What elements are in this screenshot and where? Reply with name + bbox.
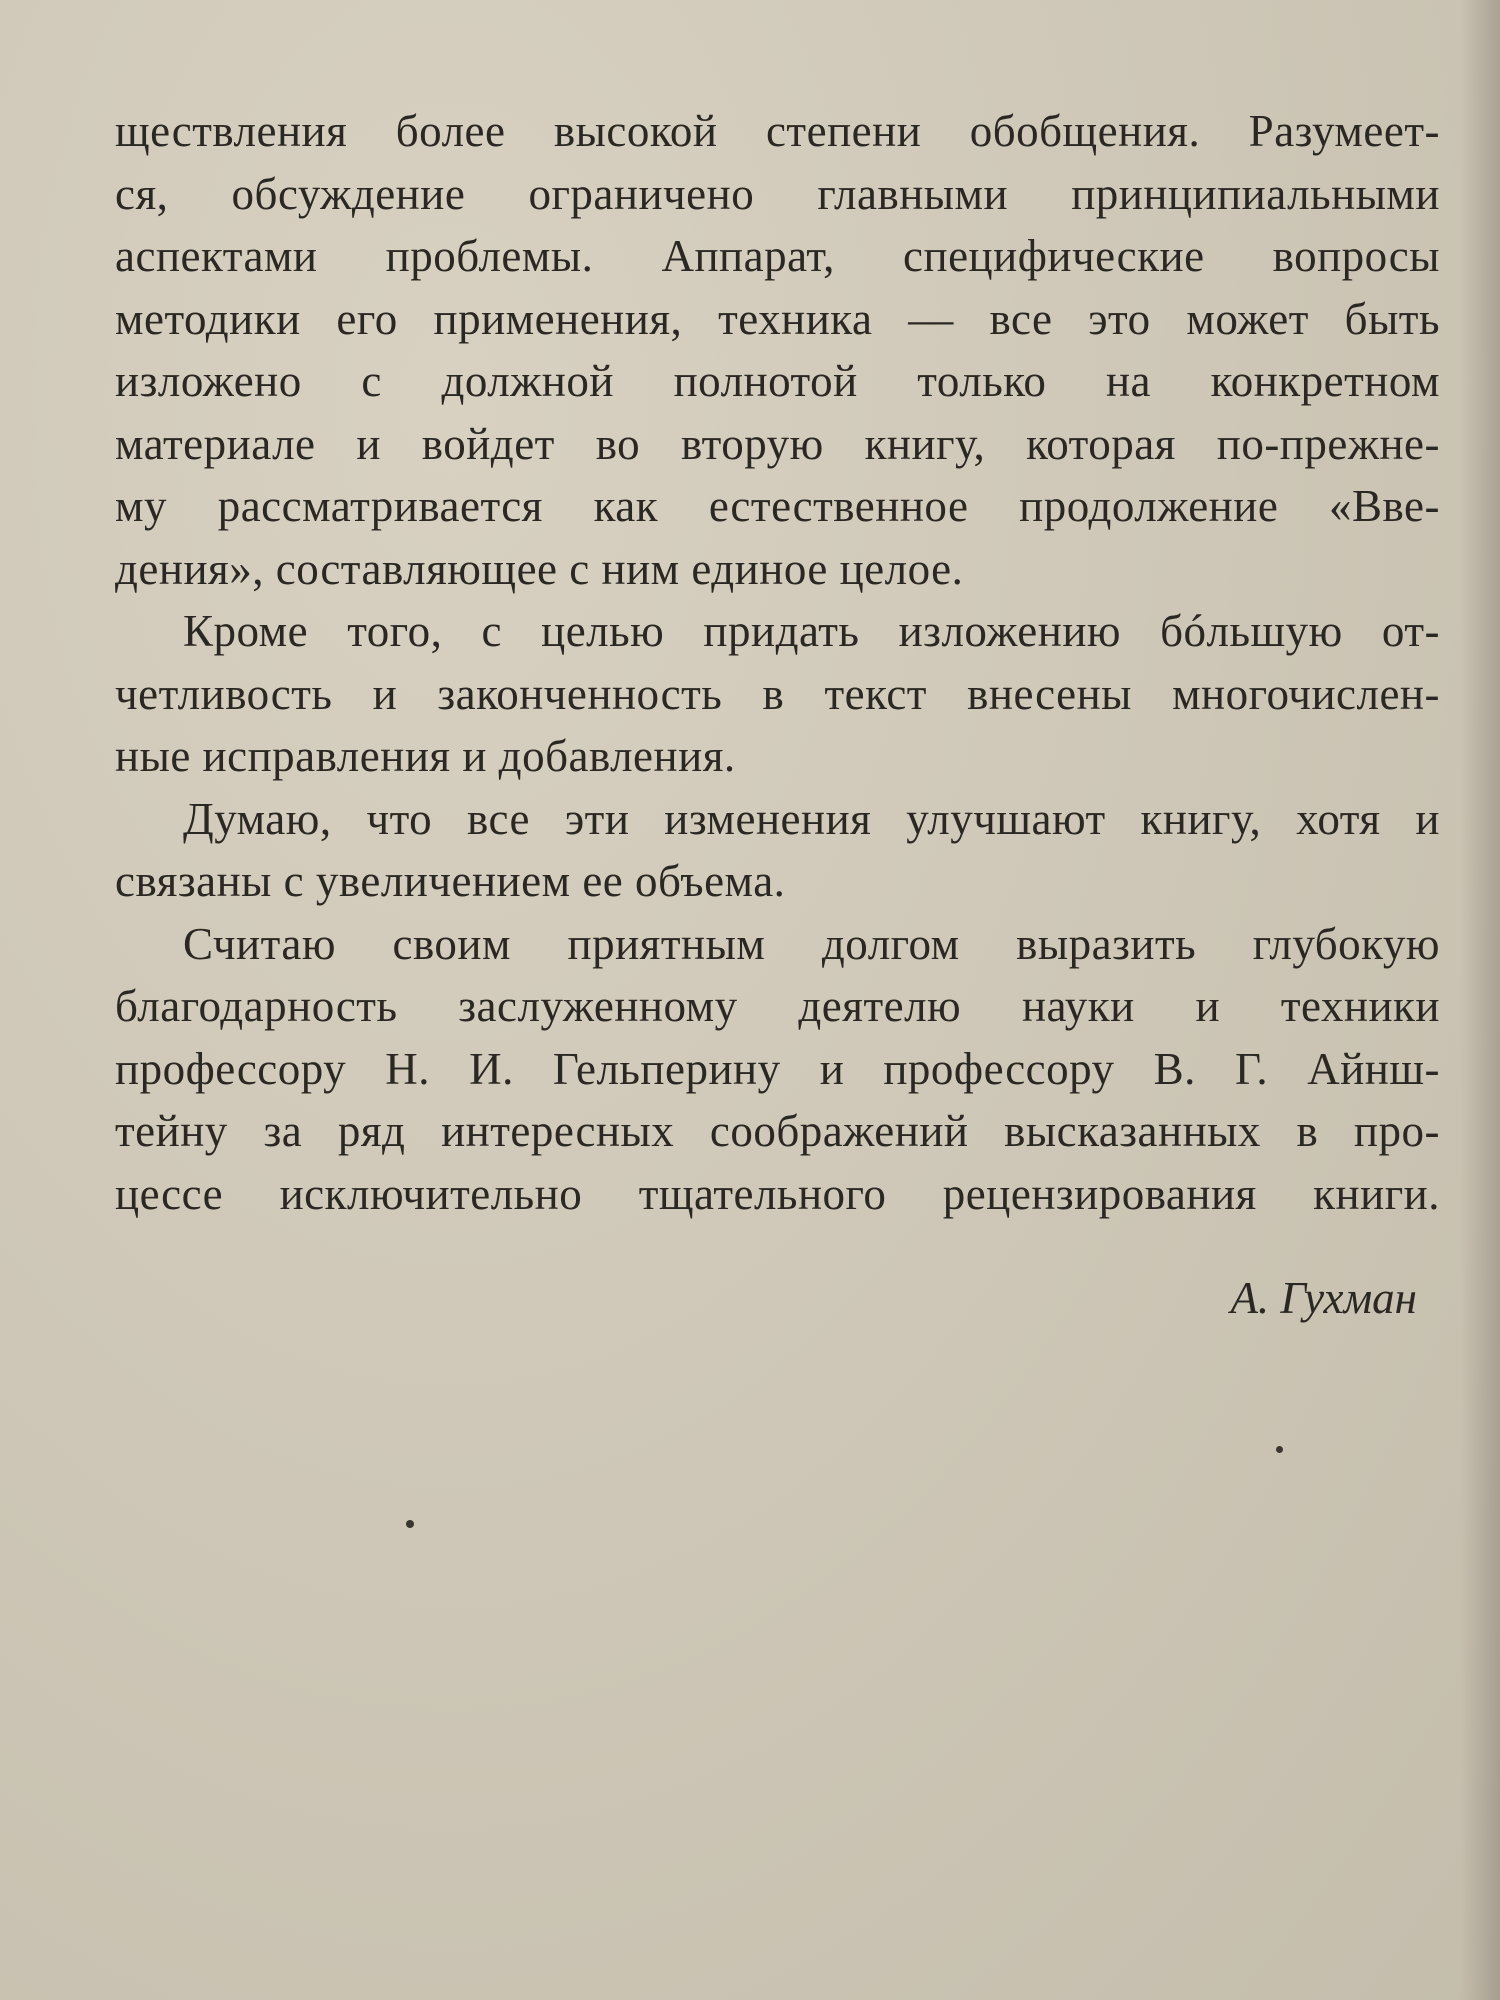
text-line: изложено с должной полнотой только на конкретном: [115, 356, 1440, 406]
paragraph-3: [115, 788, 1440, 913]
text-line: благодарность заслуженному деятелю науки и техники: [115, 981, 1440, 1031]
text-line: цессе исключительно тщательного рецензирования книги.: [115, 1168, 1440, 1219]
text-line: связаны с увеличением ее объема.: [115, 856, 786, 906]
author-signature: А. Гухман: [1230, 1273, 1417, 1323]
text-line: четливость и законченность в текст внесены многочислен-: [115, 668, 1440, 719]
text-line: му рассматривается как естественное продолжение «Вве-: [115, 481, 1440, 531]
text-line: дения», составляющее с ним единое целое.: [115, 543, 964, 594]
page-edge-shadow: [1460, 0, 1500, 2000]
text-line: Кроме того, с целью придать изложению бóльшую от-: [183, 606, 1440, 656]
paper-speck: [406, 1520, 414, 1528]
text-line: аспектами проблемы. Аппарат, специфические вопросы: [115, 231, 1440, 281]
text-line: тейну за ряд интересных соображений высказанных в про-: [115, 1106, 1440, 1156]
text-line: ся, обсуждение ограничено главными принципиальными: [115, 168, 1440, 219]
text-line: методики его применения, техника — все это может быть: [115, 293, 1440, 344]
text-line: профессору Н. И. Гельперину и профессору В. Г. Айнш-: [115, 1043, 1440, 1094]
paragraph-4: [115, 913, 1440, 1226]
text-line: Думаю, что все эти изменения улучшают книгу, хотя и: [183, 793, 1440, 844]
text-line: материале и войдет во вторую книгу, которая по-прежне-: [115, 418, 1440, 469]
body-text: [115, 100, 1440, 1225]
paragraph-1: [115, 100, 1440, 600]
paragraph-2: [115, 600, 1440, 788]
paper-speck: [1276, 1446, 1283, 1453]
text-line: ществления более высокой степени обобщения. Разумеет-: [115, 106, 1440, 156]
text-line: Считаю своим приятным долгом выразить глубокую: [183, 918, 1440, 969]
text-line: ные исправления и добавления.: [115, 731, 736, 781]
